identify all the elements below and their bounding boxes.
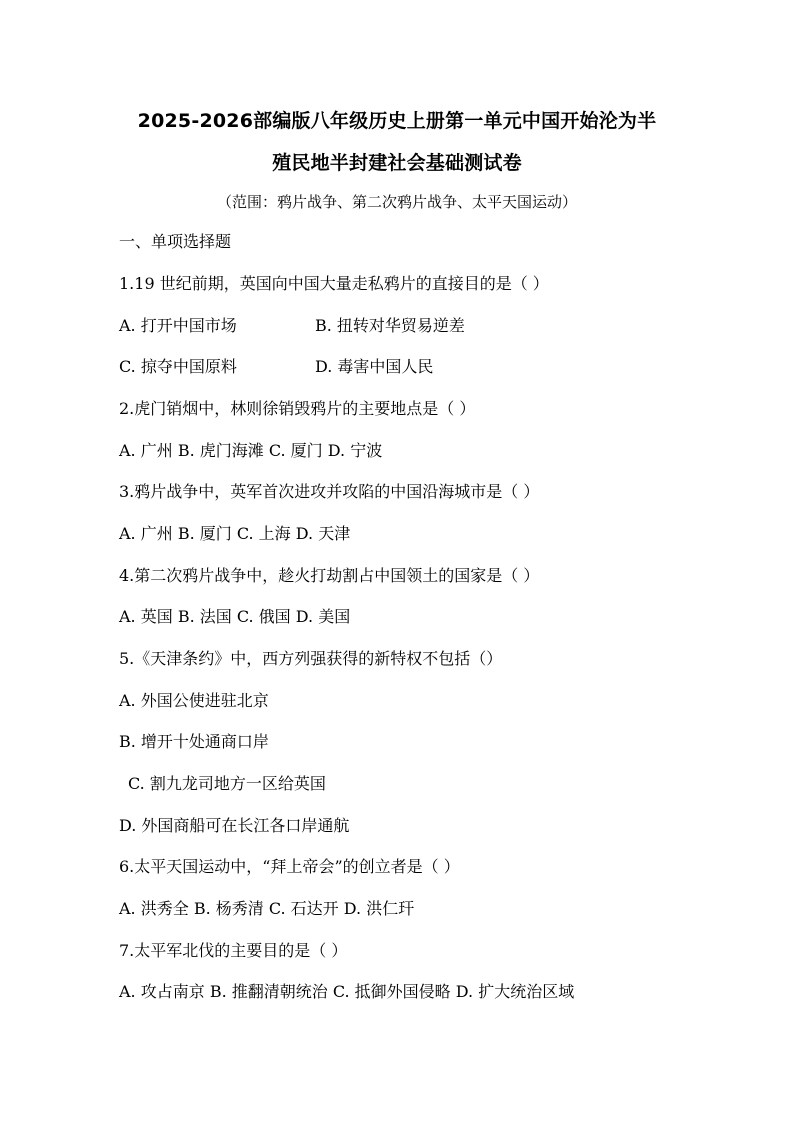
question-4-options: A. 英国 B. 法国 C. 俄国 D. 美国 [119, 607, 351, 626]
question-6-options: A. 洪秀全 B. 杨秀清 C. 石达开 D. 洪仁玕 [119, 899, 415, 918]
question-5-option-b: B. 增开十处通商口岸 [119, 732, 269, 751]
question-7-stem: 7.太平军北伐的主要目的是（ ） [119, 941, 348, 960]
document-title-line-1: 2025-2026部编版八年级历史上册第一单元中国开始沦为半 [137, 110, 657, 132]
document-title-line-2: 殖民地半封建社会基础测试卷 [272, 152, 522, 174]
question-1-stem: 1.19 世纪前期，英国向中国大量走私鸦片的直接目的是（ ） [119, 274, 549, 293]
question-1-option-d: D. 毒害中国人民 [315, 357, 434, 376]
question-3-stem: 3.鸦片战争中，英军首次进攻并攻陷的中国沿海城市是（ ） [119, 482, 540, 501]
question-2-stem: 2.虎门销烟中，林则徐销毁鸦片的主要地点是（ ） [119, 399, 476, 418]
question-3-options: A. 广州 B. 厦门 C. 上海 D. 天津 [119, 524, 351, 543]
question-5-option-c: C. 割九龙司地方一区给英国 [128, 774, 326, 793]
question-1-option-b: B. 扭转对华贸易逆差 [315, 316, 465, 335]
question-1-option-c: C. 掠夺中国原料 [119, 357, 237, 376]
question-4-stem: 4.第二次鸦片战争中，趁火打劫割占中国领土的国家是（ ） [119, 566, 540, 585]
question-1-options-row-1 [119, 316, 465, 336]
question-6-stem: 6.太平天国运动中，“拜上帝会”的创立者是（ ） [119, 857, 460, 876]
question-5-stem: 5.《天津条约》中，西方列强获得的新特权不包括（） [119, 649, 503, 668]
section-heading: 一、单项选择题 [119, 232, 232, 251]
question-1-options-row-2 [119, 357, 433, 377]
question-2-options: A. 广州 B. 虎门海滩 C. 厦门 D. 宁波 [119, 441, 383, 460]
question-5-option-d: D. 外国商船可在长江各口岸通航 [119, 816, 350, 835]
question-7-options: A. 攻占南京 B. 推翻清朝统治 C. 抵御外国侵略 D. 扩大统治区域 [119, 982, 575, 1001]
question-1-option-a: A. 打开中国市场 [119, 316, 237, 335]
question-5-option-a: A. 外国公使进驻北京 [119, 691, 269, 710]
exam-scope: （范围：鸦片战争、第二次鸦片战争、太平天国运动） [216, 193, 577, 211]
